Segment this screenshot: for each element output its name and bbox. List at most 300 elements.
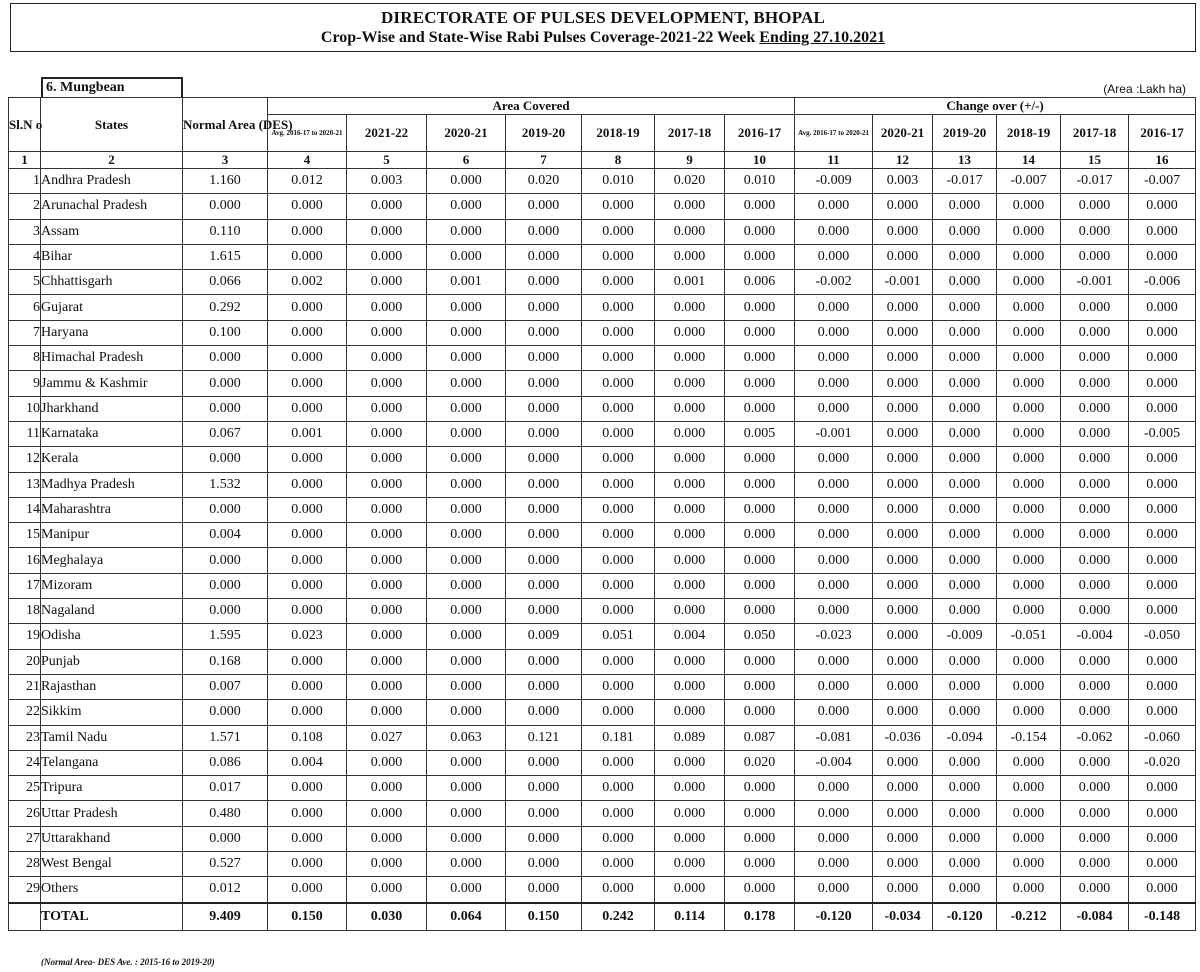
value-cell: 0.000 (655, 320, 725, 345)
value-cell: -0.007 (1129, 169, 1196, 194)
serial-cell: 2 (9, 194, 41, 219)
value-cell: 0.000 (933, 346, 997, 371)
value-cell: 0.000 (997, 700, 1061, 725)
serial-cell: 9 (9, 371, 41, 396)
serial-cell: 10 (9, 396, 41, 421)
table-row (9, 852, 1196, 877)
value-cell: 0.000 (268, 877, 347, 903)
value-cell: 0.000 (582, 801, 655, 826)
value-cell: 0.000 (873, 700, 933, 725)
value-cell: 0.000 (725, 194, 795, 219)
value-cell: -0.004 (1061, 624, 1129, 649)
value-cell: 0.000 (427, 169, 506, 194)
value-cell: 0.000 (1129, 219, 1196, 244)
state-cell: Kerala (41, 447, 183, 472)
value-cell: 0.000 (582, 219, 655, 244)
value-cell: 0.000 (268, 244, 347, 269)
value-cell: 0.000 (582, 674, 655, 699)
column-number: 6 (427, 152, 506, 169)
value-cell: 0.000 (582, 472, 655, 497)
state-cell: Andhra Pradesh (41, 169, 183, 194)
state-cell: Odisha (41, 624, 183, 649)
value-cell: 0.000 (1061, 346, 1129, 371)
column-number: 10 (725, 152, 795, 169)
value-cell: 0.000 (997, 320, 1061, 345)
value-cell: 0.000 (427, 700, 506, 725)
value-cell: 0.000 (506, 447, 582, 472)
state-cell: Madhya Pradesh (41, 472, 183, 497)
value-cell: 0.000 (655, 801, 725, 826)
value-cell: 0.020 (655, 169, 725, 194)
value-cell: 0.000 (183, 548, 268, 573)
value-cell: 0.012 (268, 169, 347, 194)
col-avg-header: Avg. 2016-17 to 2020-21 (268, 115, 347, 152)
value-cell: 0.000 (506, 523, 582, 548)
col-2018-19-header: 2018-19 (582, 115, 655, 152)
value-cell: 0.000 (997, 472, 1061, 497)
value-cell: 0.000 (427, 674, 506, 699)
value-cell: 0.000 (268, 548, 347, 573)
col-normal-header: Normal Area (DES) (183, 98, 268, 152)
table-row (9, 877, 1196, 903)
value-cell: 0.000 (268, 320, 347, 345)
value-cell: 0.000 (268, 497, 347, 522)
report-header (10, 3, 1196, 52)
value-cell: 0.000 (655, 371, 725, 396)
serial-cell (9, 903, 41, 931)
value-cell: 0.181 (582, 725, 655, 750)
value-cell: 0.000 (427, 396, 506, 421)
value-cell: 0.000 (997, 244, 1061, 269)
column-number: 2 (41, 152, 183, 169)
value-cell: 0.000 (506, 320, 582, 345)
value-cell: 0.003 (347, 169, 427, 194)
value-cell: 0.000 (506, 700, 582, 725)
value-cell: 0.000 (347, 700, 427, 725)
report-subtitle (11, 28, 1195, 48)
value-cell: 0.000 (933, 421, 997, 446)
value-cell: -0.050 (1129, 624, 1196, 649)
value-cell: 0.000 (506, 548, 582, 573)
value-cell: 0.000 (427, 624, 506, 649)
value-cell: 0.000 (506, 826, 582, 851)
value-cell: -0.154 (997, 725, 1061, 750)
value-cell: 0.000 (427, 548, 506, 573)
value-cell: 0.000 (1129, 649, 1196, 674)
value-cell: 0.066 (183, 270, 268, 295)
state-cell: Others (41, 877, 183, 903)
value-cell: 0.000 (427, 497, 506, 522)
value-cell: 0.000 (427, 447, 506, 472)
serial-cell: 4 (9, 244, 41, 269)
serial-cell: 19 (9, 624, 41, 649)
value-cell: 0.000 (183, 700, 268, 725)
value-cell: 0.000 (506, 750, 582, 775)
table-row (9, 826, 1196, 851)
serial-cell: 16 (9, 548, 41, 573)
table-row (9, 776, 1196, 801)
state-cell: Jammu & Kashmir (41, 371, 183, 396)
value-cell: 0.000 (933, 270, 997, 295)
value-cell: 0.000 (997, 801, 1061, 826)
value-cell: 0.000 (1129, 472, 1196, 497)
value-cell: 0.000 (655, 295, 725, 320)
value-cell: 0.000 (347, 194, 427, 219)
value-cell: 0.000 (347, 548, 427, 573)
value-cell: 0.000 (873, 497, 933, 522)
col-change-avg-header: Avg. 2016-17 to 2020-21 (795, 115, 873, 152)
value-cell: 0.000 (933, 497, 997, 522)
value-cell: 0.000 (933, 371, 997, 396)
value-cell: -0.017 (1061, 169, 1129, 194)
serial-cell: 18 (9, 599, 41, 624)
value-cell: 0.000 (655, 219, 725, 244)
value-cell: 0.000 (873, 674, 933, 699)
state-cell: Himachal Pradesh (41, 346, 183, 371)
value-cell: 0.000 (725, 700, 795, 725)
column-number: 4 (268, 152, 347, 169)
value-cell: 0.001 (268, 421, 347, 446)
value-cell: 0.000 (268, 447, 347, 472)
table-row (9, 649, 1196, 674)
table-row (9, 750, 1196, 775)
value-cell: 0.000 (427, 295, 506, 320)
value-cell: 0.017 (183, 776, 268, 801)
value-cell: 0.000 (1061, 599, 1129, 624)
value-cell: 0.292 (183, 295, 268, 320)
value-cell: 0.000 (347, 472, 427, 497)
value-cell: 0.000 (427, 472, 506, 497)
value-cell: 0.000 (655, 421, 725, 446)
value-cell: 0.000 (933, 548, 997, 573)
value-cell: 0.000 (795, 573, 873, 598)
value-cell: 0.000 (933, 320, 997, 345)
value-cell: 0.000 (347, 270, 427, 295)
value-cell: 0.000 (655, 573, 725, 598)
value-cell: 0.000 (873, 548, 933, 573)
value-cell: 0.000 (183, 194, 268, 219)
state-cell: Haryana (41, 320, 183, 345)
value-cell: 0.000 (506, 244, 582, 269)
subtitle-prefix: Crop-Wise and State-Wise Rabi Pulses Coverage-2021-22 Week (320, 29, 760, 46)
value-cell: -0.009 (933, 624, 997, 649)
value-cell: 0.000 (183, 497, 268, 522)
value-cell: 1.571 (183, 725, 268, 750)
value-cell: 0.000 (582, 776, 655, 801)
value-cell: 0.000 (1061, 674, 1129, 699)
value-cell: 0.000 (997, 447, 1061, 472)
value-cell: 0.000 (725, 295, 795, 320)
report-title: DIRECTORATE OF PULSES DEVELOPMENT, BHOPAL (380, 8, 826, 27)
value-cell: 0.000 (933, 523, 997, 548)
column-number: 11 (795, 152, 873, 169)
col-change-2016-17-header: 2016-17 (1129, 115, 1196, 152)
value-cell: 0.000 (582, 194, 655, 219)
value-cell: 0.000 (582, 852, 655, 877)
value-cell: 0.000 (795, 776, 873, 801)
value-cell: 0.000 (873, 194, 933, 219)
value-cell: 0.000 (725, 320, 795, 345)
value-cell: 0.000 (873, 219, 933, 244)
value-cell: -0.004 (795, 750, 873, 775)
value-cell: 0.000 (506, 194, 582, 219)
value-cell: 0.000 (506, 573, 582, 598)
table-row (9, 295, 1196, 320)
value-cell: 0.000 (582, 649, 655, 674)
value-cell: 0.000 (347, 877, 427, 903)
value-cell: 0.000 (506, 219, 582, 244)
value-cell: 0.000 (506, 599, 582, 624)
col-2016-17-header: 2016-17 (725, 115, 795, 152)
value-cell: 1.160 (183, 169, 268, 194)
value-cell: 0.000 (725, 497, 795, 522)
value-cell: 0.000 (1129, 599, 1196, 624)
value-cell: 0.000 (933, 194, 997, 219)
value-cell: 0.001 (655, 270, 725, 295)
value-cell: 0.000 (725, 371, 795, 396)
value-cell: 0.000 (873, 750, 933, 775)
value-cell: 0.000 (506, 497, 582, 522)
value-cell: 0.000 (347, 346, 427, 371)
value-cell: 0.000 (347, 826, 427, 851)
value-cell: 0.000 (873, 649, 933, 674)
value-cell: 0.000 (582, 523, 655, 548)
value-cell: 0.000 (347, 599, 427, 624)
value-cell: 0.000 (795, 649, 873, 674)
value-cell: 0.000 (268, 599, 347, 624)
value-cell: -0.120 (795, 903, 873, 931)
value-cell: 0.000 (347, 523, 427, 548)
value-cell: 0.150 (506, 903, 582, 931)
state-cell: TOTAL (41, 903, 183, 931)
value-cell: 0.000 (997, 194, 1061, 219)
value-cell: 0.100 (183, 320, 268, 345)
table-row (9, 270, 1196, 295)
value-cell: 0.000 (183, 826, 268, 851)
table-row (9, 472, 1196, 497)
value-cell: 0.000 (655, 447, 725, 472)
table-row (9, 725, 1196, 750)
value-cell: 0.000 (873, 320, 933, 345)
value-cell: 0.000 (582, 270, 655, 295)
value-cell: 0.000 (183, 371, 268, 396)
value-cell: 0.006 (725, 270, 795, 295)
value-cell: -0.081 (795, 725, 873, 750)
value-cell: 0.000 (268, 295, 347, 320)
value-cell: 0.000 (506, 396, 582, 421)
value-cell: 0.000 (268, 573, 347, 598)
state-cell: Gujarat (41, 295, 183, 320)
value-cell: 0.000 (655, 346, 725, 371)
serial-cell: 15 (9, 523, 41, 548)
value-cell: -0.017 (933, 169, 997, 194)
serial-cell: 8 (9, 346, 41, 371)
value-cell: 1.532 (183, 472, 268, 497)
value-cell: 0.000 (268, 219, 347, 244)
col-change-2017-18-header: 2017-18 (1061, 115, 1129, 152)
value-cell: 0.000 (795, 674, 873, 699)
value-cell: -0.002 (795, 270, 873, 295)
value-cell: 0.000 (997, 877, 1061, 903)
col-sl-header: Sl.N o (9, 98, 41, 152)
value-cell: 0.000 (725, 877, 795, 903)
value-cell: 0.000 (582, 750, 655, 775)
value-cell: 0.000 (997, 270, 1061, 295)
table-row (9, 447, 1196, 472)
value-cell: 0.000 (873, 295, 933, 320)
value-cell: 0.000 (427, 523, 506, 548)
value-cell: 0.000 (997, 421, 1061, 446)
value-cell: 0.114 (655, 903, 725, 931)
value-cell: 0.000 (506, 421, 582, 446)
value-cell: 0.000 (582, 877, 655, 903)
value-cell: 0.000 (1061, 447, 1129, 472)
value-cell: 0.089 (655, 725, 725, 750)
col-change-2020-21-header: 2020-21 (873, 115, 933, 152)
table-row (9, 801, 1196, 826)
value-cell: 0.000 (873, 396, 933, 421)
value-cell: -0.034 (873, 903, 933, 931)
value-cell: 0.000 (1129, 447, 1196, 472)
value-cell: 0.000 (997, 346, 1061, 371)
state-cell: Manipur (41, 523, 183, 548)
value-cell: 0.000 (933, 573, 997, 598)
table-row (9, 346, 1196, 371)
state-cell: Nagaland (41, 599, 183, 624)
table-body (9, 169, 1196, 931)
value-cell: 0.000 (1061, 194, 1129, 219)
value-cell: 0.000 (873, 599, 933, 624)
value-cell: 0.000 (873, 776, 933, 801)
value-cell: 0.000 (427, 371, 506, 396)
value-cell: 0.000 (1061, 548, 1129, 573)
value-cell: 0.000 (347, 320, 427, 345)
value-cell: 0.000 (725, 219, 795, 244)
value-cell: 0.000 (873, 573, 933, 598)
value-cell: 0.027 (347, 725, 427, 750)
value-cell: 0.000 (582, 320, 655, 345)
column-number: 13 (933, 152, 997, 169)
value-cell: 0.012 (183, 877, 268, 903)
serial-cell: 22 (9, 700, 41, 725)
value-cell: -0.036 (873, 725, 933, 750)
value-cell: 0.000 (347, 421, 427, 446)
value-cell: 0.000 (997, 219, 1061, 244)
table-row (9, 548, 1196, 573)
value-cell: 0.000 (795, 295, 873, 320)
value-cell: 0.480 (183, 801, 268, 826)
state-cell: Tamil Nadu (41, 725, 183, 750)
value-cell: 0.010 (725, 169, 795, 194)
value-cell: 0.000 (268, 649, 347, 674)
serial-cell: 27 (9, 826, 41, 851)
value-cell: 0.000 (725, 396, 795, 421)
value-cell: 0.000 (1061, 472, 1129, 497)
value-cell: 0.000 (347, 624, 427, 649)
value-cell: 0.000 (347, 674, 427, 699)
value-cell: 0.000 (427, 346, 506, 371)
value-cell: 0.000 (582, 447, 655, 472)
value-cell: 0.000 (347, 219, 427, 244)
value-cell: -0.001 (873, 270, 933, 295)
value-cell: 0.000 (873, 852, 933, 877)
value-cell: 0.000 (725, 776, 795, 801)
value-cell: 0.000 (1129, 548, 1196, 573)
value-cell: 0.000 (655, 194, 725, 219)
value-cell: 0.000 (997, 852, 1061, 877)
value-cell: 0.000 (873, 244, 933, 269)
value-cell: 0.000 (997, 674, 1061, 699)
table-row (9, 194, 1196, 219)
col-change-2019-20-header: 2019-20 (933, 115, 997, 152)
value-cell: 0.000 (725, 852, 795, 877)
value-cell: 0.000 (1061, 649, 1129, 674)
value-cell: 0.000 (795, 852, 873, 877)
value-cell: 0.020 (506, 169, 582, 194)
value-cell: -0.051 (997, 624, 1061, 649)
value-cell: 0.000 (795, 194, 873, 219)
total-row (9, 903, 1196, 931)
value-cell: 0.000 (725, 523, 795, 548)
table-row (9, 497, 1196, 522)
value-cell: 0.004 (183, 523, 268, 548)
value-cell: 9.409 (183, 903, 268, 931)
value-cell: 0.000 (997, 573, 1061, 598)
value-cell: 0.242 (582, 903, 655, 931)
value-cell: 0.000 (997, 396, 1061, 421)
value-cell: 0.000 (795, 244, 873, 269)
column-number: 12 (873, 152, 933, 169)
value-cell: 0.000 (997, 371, 1061, 396)
value-cell: 0.000 (1129, 877, 1196, 903)
value-cell: 0.000 (347, 497, 427, 522)
value-cell: 0.000 (725, 548, 795, 573)
value-cell: 0.000 (582, 396, 655, 421)
value-cell: 0.000 (997, 599, 1061, 624)
table-row (9, 244, 1196, 269)
state-cell: Bihar (41, 244, 183, 269)
value-cell: 0.000 (1061, 776, 1129, 801)
value-cell: 0.000 (795, 599, 873, 624)
serial-cell: 11 (9, 421, 41, 446)
value-cell: 0.000 (427, 877, 506, 903)
value-cell: 0.000 (997, 750, 1061, 775)
value-cell: 0.000 (347, 244, 427, 269)
value-cell: -0.084 (1061, 903, 1129, 931)
value-cell: 0.000 (427, 599, 506, 624)
value-cell: 0.000 (873, 523, 933, 548)
value-cell: 0.000 (427, 750, 506, 775)
value-cell: -0.005 (1129, 421, 1196, 446)
value-cell: 0.000 (997, 497, 1061, 522)
value-cell: 0.000 (347, 750, 427, 775)
value-cell: 0.000 (582, 371, 655, 396)
value-cell: 0.000 (655, 396, 725, 421)
value-cell: 0.000 (655, 750, 725, 775)
col-2019-20-header: 2019-20 (506, 115, 582, 152)
value-cell: 0.000 (582, 599, 655, 624)
value-cell: 0.000 (795, 472, 873, 497)
state-cell: Arunachal Pradesh (41, 194, 183, 219)
value-cell: 0.000 (582, 700, 655, 725)
column-number: 7 (506, 152, 582, 169)
value-cell: 0.000 (795, 346, 873, 371)
table-row (9, 599, 1196, 624)
value-cell: 0.000 (1129, 371, 1196, 396)
value-cell: 0.000 (347, 371, 427, 396)
value-cell: 0.000 (795, 877, 873, 903)
value-cell: 0.108 (268, 725, 347, 750)
